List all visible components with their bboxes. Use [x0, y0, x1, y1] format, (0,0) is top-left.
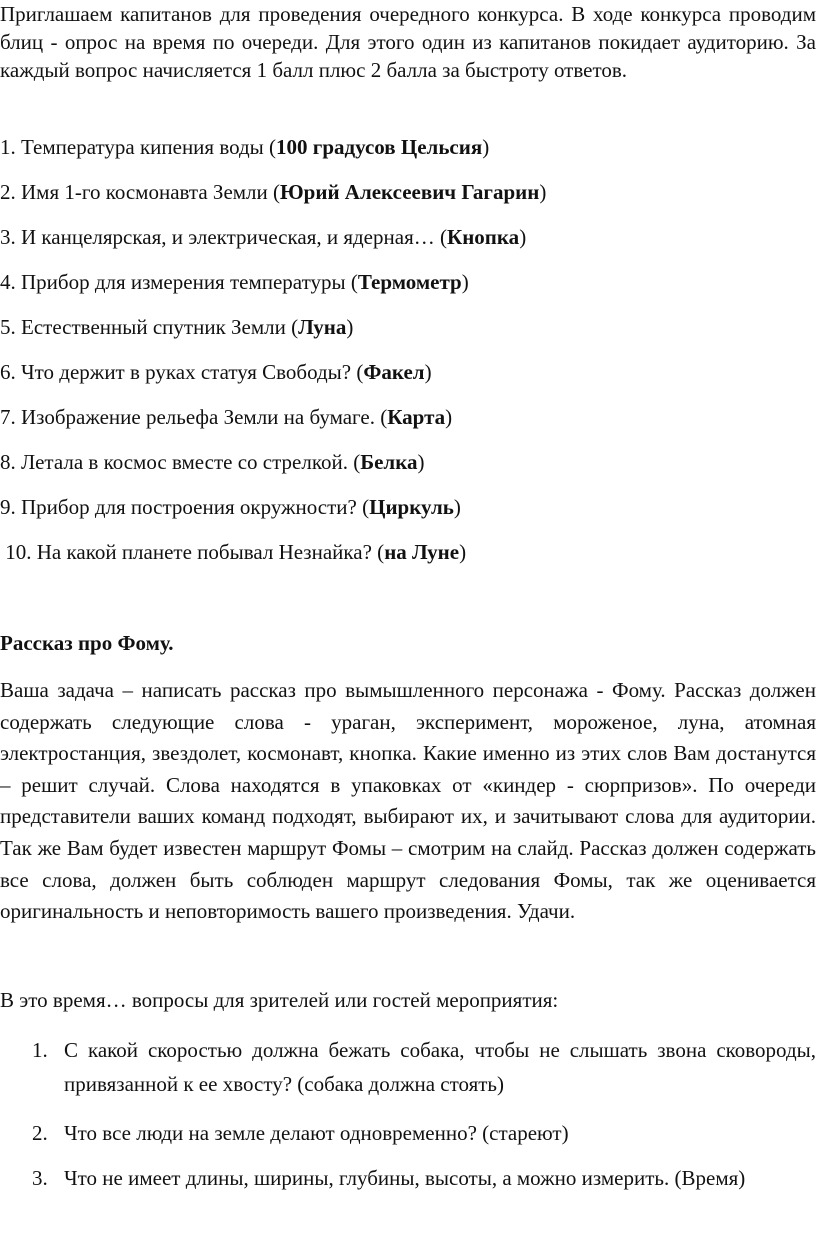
- quiz-question: 3. И канцелярская, и электрическая, и ядерная… (: [0, 225, 447, 249]
- quiz-close: ): [424, 360, 432, 384]
- quiz-answer: Карта: [387, 405, 446, 429]
- quiz-item-9: [0, 493, 461, 521]
- quiz-question: 2. Имя 1-го космонавта Земли (: [0, 180, 281, 204]
- quiz-close: ): [519, 225, 527, 249]
- story-paragraph: Ваша задача – написать рассказ про вымышленного персонажа - Фому. Рассказ должен содержать следующие слова - ураган, эксперимент, мороженое, луна, атомная электростанция, звездолет, космонавт, кнопка. Какие именно из этих слов Вам достанутся – решит случай. Слова находятся в упаковках от «киндер - сюрпризов». По очереди представители ваших команд подходят, выбирают их, и зачитывают слова для аудитории. Так же Вам будет известен маршрут Фомы – смотрим на слайд. Рассказ должен содержать все слова, должен быть соблюден маршрут следования Фомы, так же оценивается оригинальность и неповторимость вашего произведения. Удачи.: [0, 678, 816, 924]
- quiz-answer: Кнопка: [446, 225, 520, 249]
- list-item: [0, 1116, 816, 1150]
- list-item-text: Что все люди на земле делают одновременно? (стареют): [64, 1121, 569, 1145]
- quiz-item-5: [0, 313, 353, 341]
- quiz-answer: Термометр: [357, 270, 462, 294]
- quiz-answer: на Луне: [384, 540, 460, 564]
- quiz-item-1: [0, 133, 489, 161]
- quiz-item-6: [0, 358, 432, 386]
- story-heading: Рассказ про Фому.: [0, 631, 174, 655]
- audience-intro: В это время… вопросы для зрителей или гостей мероприятия:: [0, 988, 559, 1012]
- quiz-question: 8. Летала в космос вместе со стрелкой. (: [0, 450, 361, 474]
- quiz-question: 10. На какой планете побывал Незнайка? (: [0, 540, 385, 564]
- quiz-close: ): [539, 180, 547, 204]
- list-item: [0, 1033, 816, 1101]
- quiz-close: ): [459, 540, 467, 564]
- quiz-close: ): [417, 450, 425, 474]
- quiz-close: ): [346, 315, 354, 339]
- quiz-item-4: [0, 268, 469, 296]
- quiz-answer: Циркуль: [369, 495, 454, 519]
- list-number: 2.: [32, 1121, 48, 1145]
- quiz-question: 4. Прибор для измерения температуры (: [0, 270, 358, 294]
- quiz-answer: Луна: [298, 315, 347, 339]
- quiz-close: ): [482, 135, 490, 159]
- quiz-item-10: [0, 538, 466, 566]
- quiz-question: 5. Естественный спутник Земли (: [0, 315, 299, 339]
- list-number: 1.: [32, 1038, 48, 1062]
- quiz-question: 9. Прибор для построения окружности? (: [0, 495, 370, 519]
- quiz-item-7: [0, 403, 452, 431]
- list-item: [0, 1161, 816, 1195]
- list-item-text: С какой скоростью должна бежать собака, чтобы не слышать звона сковороды, привязанной к ее хвосту? (собака должна стоять): [64, 1038, 816, 1096]
- quiz-close: ): [461, 270, 469, 294]
- quiz-item-3: [0, 223, 526, 251]
- quiz-answer: Юрий Алексеевич Гагарин: [280, 180, 540, 204]
- list-number: 3.: [32, 1166, 48, 1190]
- quiz-item-2: [0, 178, 546, 206]
- quiz-close: ): [445, 405, 453, 429]
- quiz-answer: 100 градусов Цельсия: [276, 135, 483, 159]
- quiz-question: 6. Что держит в руках статуя Свободы? (: [0, 360, 364, 384]
- intro-paragraph: Приглашаем капитанов для проведения очередного конкурса. В ходе конкурса проводим блиц - опрос на время по очереди. Для этого один из капитанов покидает аудиторию. За каждый вопрос начисляется 1 балл плюс 2 балла за быстроту ответов.: [0, 2, 816, 82]
- quiz-question: 7. Изображение рельефа Земли на бумаге. (: [0, 405, 388, 429]
- quiz-answer: Белка: [360, 450, 418, 474]
- quiz-answer: Факел: [363, 360, 425, 384]
- quiz-question: 1. Температура кипения воды (: [0, 135, 277, 159]
- quiz-item-8: [0, 448, 424, 476]
- list-item-text: Что не имеет длины, ширины, глубины, высоты, а можно измерить. (Время): [64, 1166, 746, 1190]
- quiz-close: ): [453, 495, 461, 519]
